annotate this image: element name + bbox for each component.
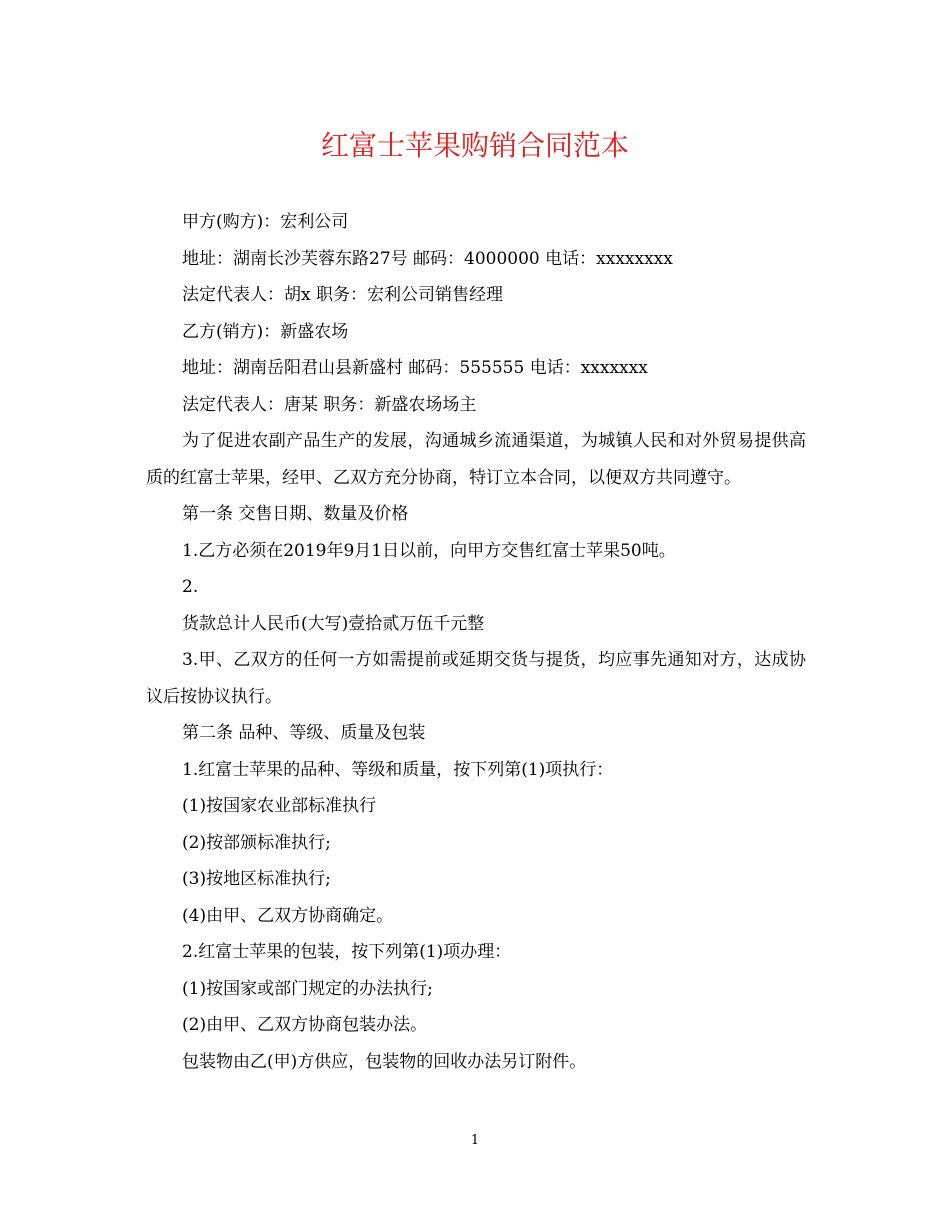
article-1-payment-total: 货款总计人民币(大写)壹拾贰万伍千元整: [182, 613, 485, 634]
party-b-name: 乙方(销方)：新盛农场: [182, 321, 349, 342]
party-b-address: 地址：湖南岳阳君山县新盛村 邮码：555555 电话：xxxxxxx: [182, 358, 648, 378]
party-a-name: 甲方(购方)：宏利公司: [182, 212, 349, 232]
article-1-heading: 第一条 交售日期、数量及价格: [182, 504, 409, 524]
packaging-option-1: (1)按国家或部门规定的办法执行;: [182, 978, 433, 999]
article-1-clause-1: 1.乙方必须在2019年9月1日以前，向甲方交售红富士苹果50吨。: [182, 540, 676, 561]
article-2-clause-2: 2.红富士苹果的包装，按下列第(1)项办理：: [182, 942, 512, 962]
document-title: 红富士苹果购销合同范本: [320, 129, 629, 162]
article-2-heading: 第二条 品种、等级、质量及包装: [182, 723, 426, 743]
article-2-clause-1: 1.红富士苹果的品种、等级和质量，按下列第(1)项执行：: [182, 759, 614, 780]
article-2-option-2: (2)按部颁标准执行;: [182, 832, 331, 853]
page-number: 1: [470, 1133, 480, 1148]
packaging-supply-note: 包装物由乙(甲)方供应，包装物的回收办法另订附件。: [182, 1051, 587, 1072]
article-1-clause-2: 2.: [182, 577, 199, 597]
party-b-representative: 法定代表人：唐某 职务：新盛农场场主: [182, 394, 477, 415]
packaging-option-2: (2)由甲、乙双方协商包装办法。: [182, 1015, 428, 1035]
article-2-option-4: (4)由甲、乙双方协商确定。: [182, 905, 394, 926]
document-body: [146, 204, 806, 1080]
article-2-option-1: (1)按国家农业部标准执行: [182, 796, 377, 816]
party-a-address: 地址：湖南长沙芙蓉东路27号 邮码：4000000 电话：xxxxxxxx: [182, 248, 673, 269]
article-2-option-3: (3)按地区标准执行;: [182, 869, 331, 889]
article-1-clause-3: 3.甲、乙双方的任何一方如需提前或延期交货与提货，均应事先通知对方，达成协议后按协议执行。: [146, 650, 806, 707]
party-a-representative: 法定代表人：胡x 职务：宏利公司销售经理: [182, 285, 503, 305]
preamble-paragraph: 为了促进农副产品生产的发展，沟通城乡流通渠道，为城镇人民和对外贸易提供高质的红富士苹果，经甲、乙双方充分协商，特订立本合同，以便双方共同遵守。: [146, 431, 806, 488]
